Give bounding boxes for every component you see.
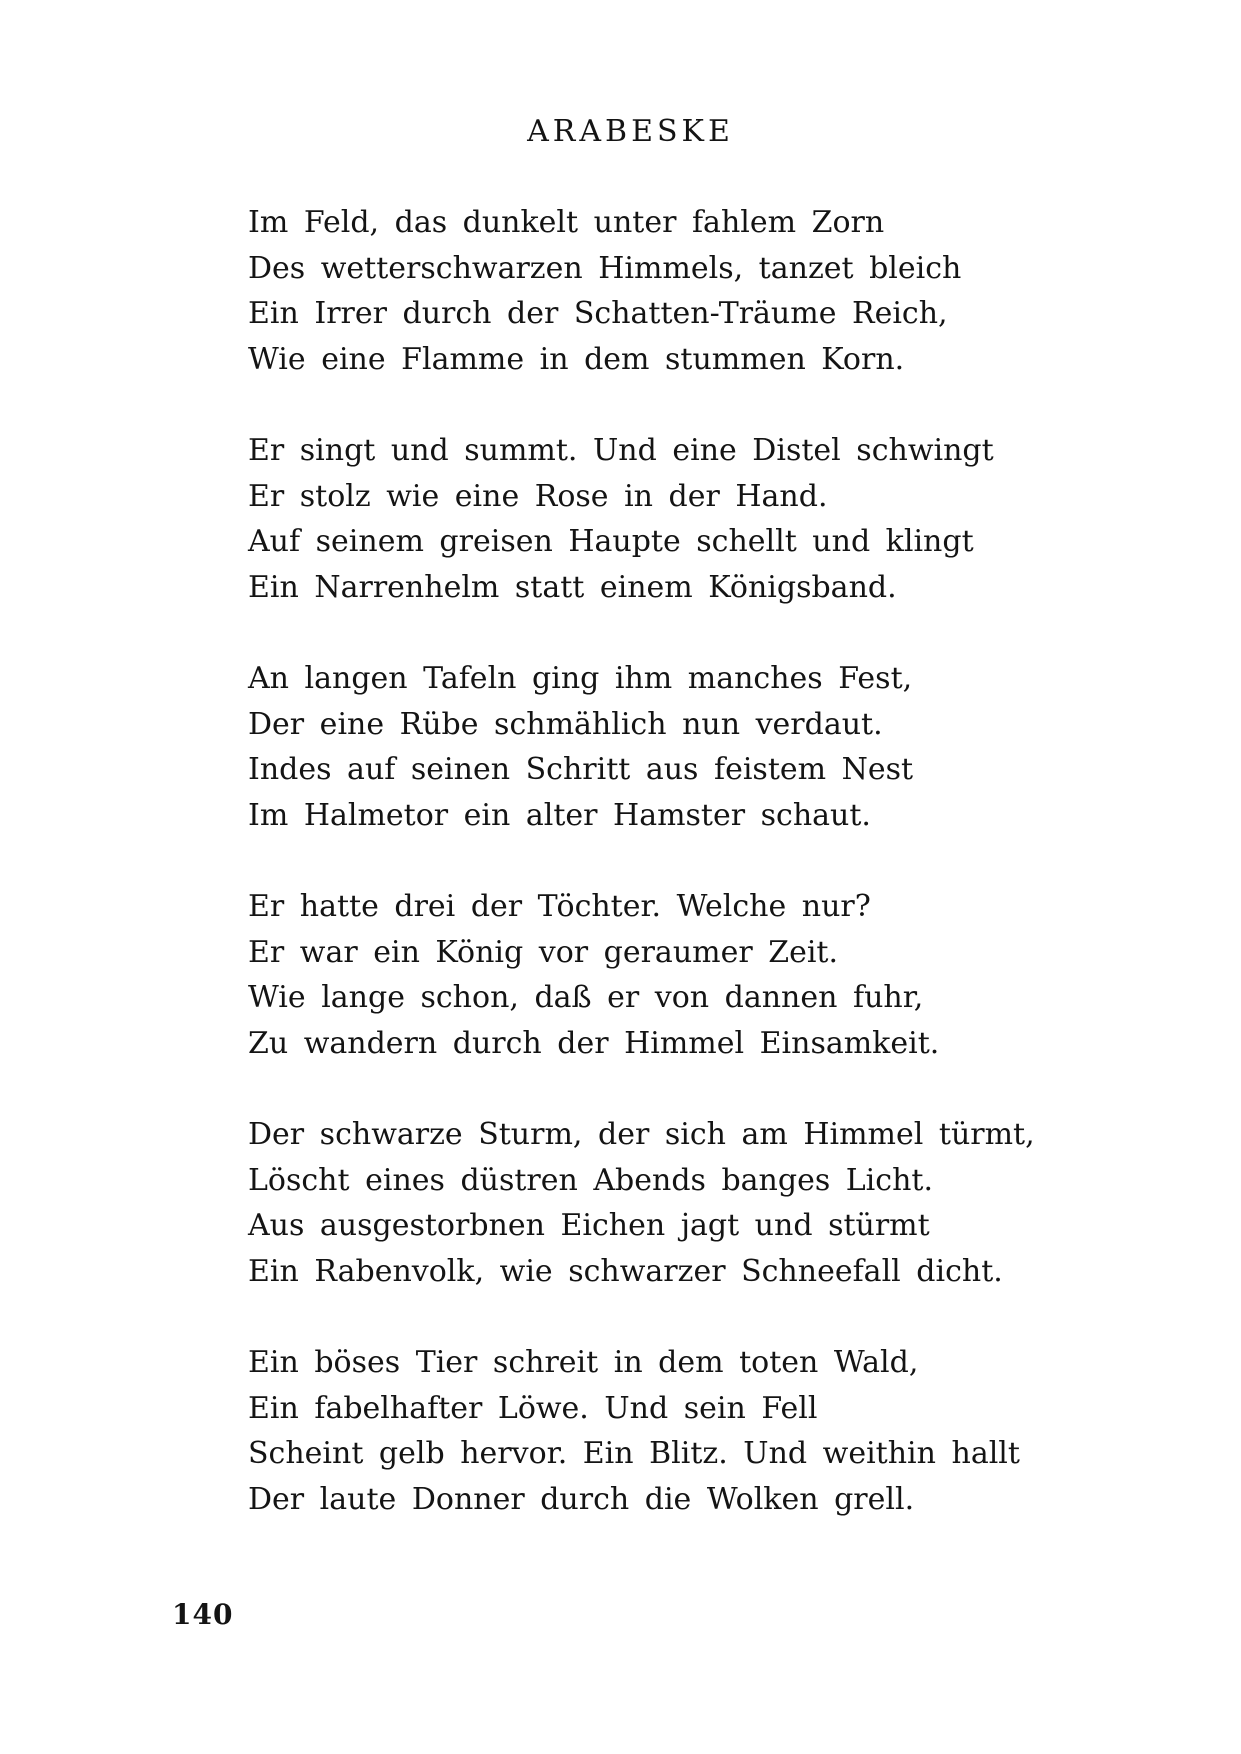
verse-line: Im Halmetor ein alter Hamster schaut.	[248, 797, 871, 833]
stanza	[248, 1112, 1128, 1294]
verse-line: Ein Irrer durch der Schatten-Träume Reich,	[248, 296, 948, 331]
verse-line: Er stolz wie eine Rose in der Hand.	[248, 478, 828, 514]
stanza	[248, 428, 1128, 610]
verse-line: Er singt und summt. Und eine Distel schwingt	[248, 433, 994, 468]
stanza	[248, 656, 1128, 838]
verse-line: Wie lange schon, daß er von dannen fuhr,	[248, 980, 924, 1015]
verse-line: Er hatte drei der Töchter. Welche nur?	[248, 889, 871, 924]
verse-line: Auf seinem greisen Haupte schellt und klingt	[248, 524, 974, 559]
page-number: 140	[172, 1598, 234, 1631]
verse-line: Indes auf seinen Schritt aus feistem Nest	[248, 752, 914, 787]
verse-line: Ein böses Tier schreit in dem toten Wald,	[248, 1345, 919, 1380]
verse-line: Scheint gelb hervor. Ein Blitz. Und weithin hallt	[248, 1436, 1020, 1471]
verse-line: Wie eine Flamme in dem stummen Korn.	[248, 341, 905, 377]
verse-line: Im Feld, das dunkelt unter fahlem Zorn	[248, 205, 885, 240]
verse-line: Er war ein König vor geraumer Zeit.	[248, 934, 839, 970]
verse-line: Ein Rabenvolk, wie schwarzer Schneefall dicht.	[248, 1253, 1003, 1289]
verse-line: Ein Narrenhelm statt einem Königsband.	[248, 569, 897, 605]
poem-title: ARABESKE	[527, 114, 734, 149]
verse-line: Des wetterschwarzen Himmels, tanzet bleich	[248, 250, 962, 286]
stanza	[248, 200, 1128, 382]
verse-line: Der laute Donner durch die Wolken grell.	[248, 1481, 915, 1517]
verse-line: Aus ausgestorbnen Eichen jagt und stürmt	[248, 1208, 930, 1243]
verse-line: Zu wandern durch der Himmel Einsamkeit.	[248, 1025, 940, 1061]
verse-line: Der schwarze Sturm, der sich am Himmel türmt,	[248, 1117, 1035, 1152]
verse-line: Löscht eines düstren Abends banges Licht.	[248, 1162, 933, 1198]
verse-line: An langen Tafeln ging ihm manches Fest,	[248, 661, 913, 696]
poem-body	[248, 200, 1128, 1568]
stanza	[248, 884, 1128, 1066]
stanza	[248, 1340, 1128, 1522]
verse-line: Der eine Rübe schmählich nun verdaut.	[248, 706, 883, 742]
verse-line: Ein fabelhafter Löwe. Und sein Fell	[248, 1390, 818, 1426]
